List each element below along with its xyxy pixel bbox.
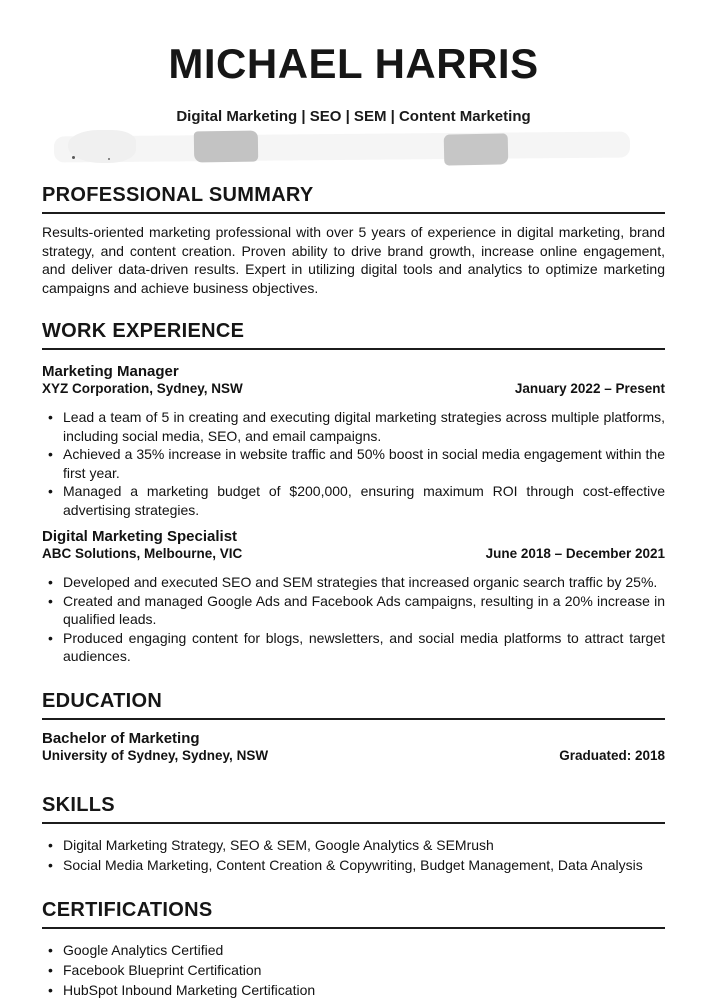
job-entry xyxy=(42,362,665,519)
job-entry xyxy=(42,527,665,666)
job-title: Marketing Manager xyxy=(42,363,179,381)
job-title: Digital Marketing Specialist xyxy=(42,528,238,546)
skill-item: • Digital Marketing Strategy, SEO & SEM, Google Analytics & SEMrush xyxy=(42,836,665,855)
section-work-experience xyxy=(42,320,665,666)
skills-list xyxy=(42,836,665,875)
redaction-blob xyxy=(68,130,136,163)
section-education xyxy=(42,690,665,763)
education-heading: EDUCATION xyxy=(42,690,665,720)
certifications-list xyxy=(42,941,665,1000)
bullet-item: • Managed a marketing budget of $200,000, ensuring maximum ROI through cost-effective advertising strategies. xyxy=(42,482,665,519)
bullet-item: • Lead a team of 5 in creating and executing digital marketing strategies across multiple platforms, including social media, SEO, and email campaigns. xyxy=(42,408,665,445)
job-subrow xyxy=(42,381,665,396)
bullet-item: • Produced engaging content for blogs, newsletters, and social media platforms to attract target audiences. xyxy=(42,629,665,666)
bullet-item: • Created and managed Google Ads and Facebook Ads campaigns, resulting in a 20% increase in qualified leads. xyxy=(42,592,665,629)
candidate-name: MICHAEL HARRIS xyxy=(168,40,539,87)
section-certifications xyxy=(42,899,665,1000)
education-entry xyxy=(42,729,665,763)
certification-item: • Google Analytics Certified xyxy=(42,941,665,960)
certifications-heading: CERTIFICATIONS xyxy=(42,899,665,929)
experience-heading: WORK EXPERIENCE xyxy=(42,320,665,350)
skill-item: • Social Media Marketing, Content Creation & Copywriting, Budget Management, Data Analysis xyxy=(42,856,665,875)
summary-heading: PROFESSIONAL SUMMARY xyxy=(42,184,665,214)
summary-text: Results-oriented marketing professional with over 5 years of experience in digital marketing, brand strategy, and content creation. Proven ability to drive brand growth, increase online engagement, and deliver data-driven results. Expert in utilizing digital tools and analytics to optimize marketing campaigns and achieve business objectives. xyxy=(42,224,665,296)
education-graduated: Graduated: 2018 xyxy=(559,747,665,763)
redaction-smudge xyxy=(54,132,630,163)
redaction-box xyxy=(194,131,258,163)
certification-item: • Facebook Blueprint Certification xyxy=(42,961,665,980)
job-bullet-list xyxy=(42,573,665,666)
redacted-contact-line xyxy=(42,130,665,166)
section-skills xyxy=(42,794,665,875)
bullet-item: • Achieved a 35% increase in website traffic and 50% boost in social media engagement within the first year. xyxy=(42,445,665,482)
education-subrow xyxy=(42,748,665,763)
redaction-speck xyxy=(108,158,110,160)
job-subrow xyxy=(42,546,665,561)
section-professional-summary xyxy=(42,184,665,297)
job-company: XYZ Corporation, Sydney, NSW xyxy=(42,381,243,397)
education-school: University of Sydney, Sydney, NSW xyxy=(42,747,269,763)
education-degree: Bachelor of Marketing xyxy=(42,729,200,747)
candidate-tagline: Digital Marketing | SEO | SEM | Content Marketing xyxy=(176,108,531,126)
job-company: ABC Solutions, Melbourne, VIC xyxy=(42,546,243,562)
skills-heading: SKILLS xyxy=(42,794,665,824)
job-dates: June 2018 – December 2021 xyxy=(485,546,665,562)
redaction-box xyxy=(444,133,509,165)
job-bullet-list xyxy=(42,408,665,519)
certification-item: • HubSpot Inbound Marketing Certification xyxy=(42,981,665,1000)
job-dates: January 2022 – Present xyxy=(514,381,665,397)
bullet-item: • Developed and executed SEO and SEM strategies that increased organic search traffic by 25%. xyxy=(42,573,665,592)
